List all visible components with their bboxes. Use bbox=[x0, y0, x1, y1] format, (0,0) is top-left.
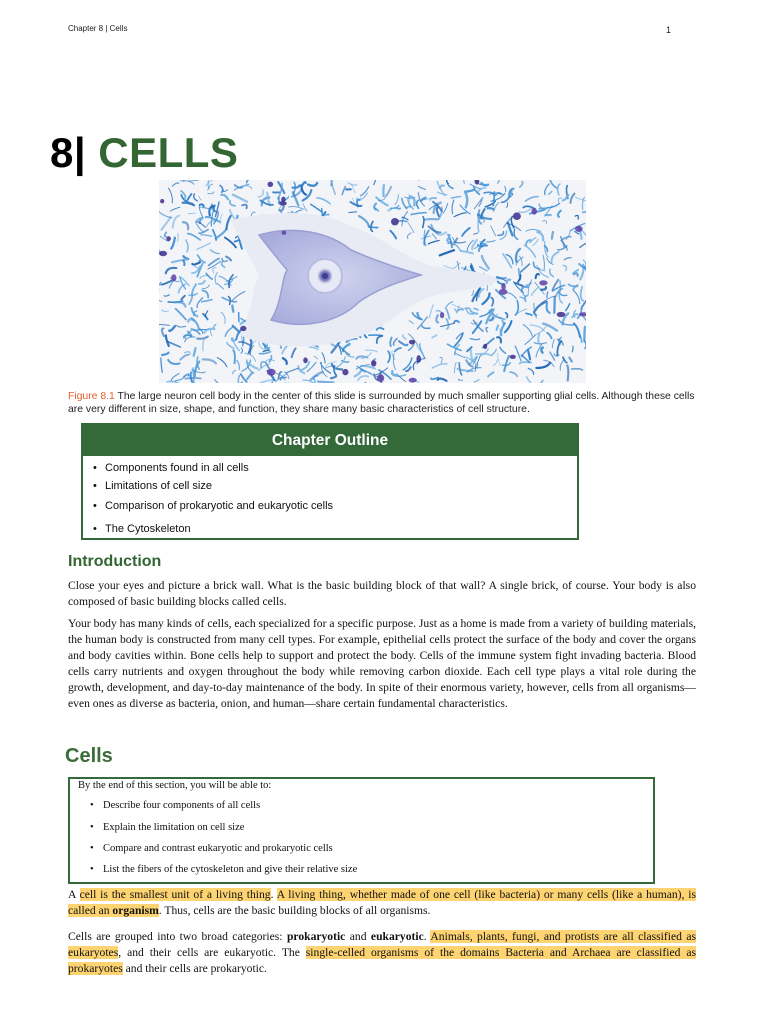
page-number: 1 bbox=[666, 25, 672, 35]
outline-item: • The Cytoskeleton bbox=[105, 523, 191, 535]
chapter-outline-title: Chapter Outline bbox=[83, 425, 577, 456]
chapter-title bbox=[50, 128, 238, 178]
text-run: . bbox=[270, 888, 277, 901]
outline-item: • Limitations of cell size bbox=[105, 480, 212, 492]
chapter-outline-box bbox=[81, 423, 579, 540]
outline-item: • Components found in all cells bbox=[105, 462, 249, 474]
cells-heading: Cells bbox=[65, 745, 113, 767]
figure-caption-text: The large neuron cell body in the center of this slide is surrounded by much smaller supporting glial cells. Although these cells are very different in size, shape, and function, they share many basic characteristics of cell structure. bbox=[68, 391, 695, 415]
text-run: and their cells are prokaryotic. bbox=[122, 962, 267, 975]
highlight-eukaryotes: Animals, plants, fungi, and protists are all classified as eukaryotes bbox=[68, 930, 696, 959]
chapter-number: 8| bbox=[50, 129, 87, 176]
objective-item: • Explain the limitation on cell size bbox=[103, 822, 244, 833]
text-run: Cells are grouped into two broad categories: bbox=[68, 930, 287, 943]
learning-objectives-box bbox=[68, 777, 655, 884]
highlight-prokaryotes: single-celled organisms of the domains Bacteria and Archaea are classified as prokaryotes bbox=[68, 946, 696, 975]
text-run: and bbox=[345, 930, 371, 943]
chapter-title-text: CELLS bbox=[98, 129, 239, 176]
objective-item: • Describe four components of all cells bbox=[103, 800, 260, 811]
term-organism: organism bbox=[112, 904, 159, 917]
objective-item: • List the fibers of the cytoskeleton and give their relative size bbox=[103, 864, 357, 875]
neuron-micrograph-image bbox=[159, 180, 586, 383]
figure-caption bbox=[68, 390, 700, 416]
outline-item: • Comparison of prokaryotic and eukaryotic cells bbox=[105, 500, 333, 512]
text-run: . Thus, cells are the basic building blocks of all organisms. bbox=[158, 904, 431, 917]
term-eukaryotic: eukaryotic bbox=[370, 930, 424, 943]
term-prokaryotic: prokaryotic bbox=[286, 930, 346, 943]
introduction-heading: Introduction bbox=[68, 553, 162, 570]
highlight-cell-definition: cell is the smallest unit of a living thing bbox=[79, 888, 271, 901]
objective-item: • Compare and contrast eukaryotic and prokaryotic cells bbox=[103, 843, 333, 854]
running-header-title: Chapter 8 | Cells bbox=[68, 24, 128, 33]
text-run: . bbox=[423, 930, 431, 943]
text-run: , and their cells are eukaryotic. The bbox=[118, 946, 306, 959]
text-run: A bbox=[68, 888, 80, 901]
introduction-paragraph-2: Your body has many kinds of cells, each specialized for a specific purpose. Just as a home is made from a variety of building materials, the human body is constructed from many cell types. For example, epithelial cells protect the surface of the body and cover the organs and body cavities within. Bone cells help to support and protect the body. Cells of the immune system fight invading bacteria. Blood cells carry nutrients and oxygen throughout the body while removing carbon dioxide. Each cell type plays a vital role during the growth, development, and day-to-day maintenance of the body. In spite of their enormous variety, however, cells from all organisms—even ones as diverse as bacteria, onion, and human—share certain fundamental characteristics. bbox=[68, 617, 696, 710]
figure-label: Figure 8.1 bbox=[68, 391, 115, 402]
cells-paragraph-2 bbox=[68, 929, 696, 977]
introduction-paragraph-1: Close your eyes and picture a brick wall. What is the basic building block of that wall? A single brick, of course. Your body is also composed of basic building blocks called cells. bbox=[68, 579, 696, 608]
learning-objectives-intro: By the end of this section, you will be able to: bbox=[78, 780, 272, 791]
cells-paragraph-1 bbox=[68, 887, 696, 919]
text-run: A living thing, whether made of one cell (like bacteria) or many cells (like a human), is called an bbox=[68, 888, 696, 917]
